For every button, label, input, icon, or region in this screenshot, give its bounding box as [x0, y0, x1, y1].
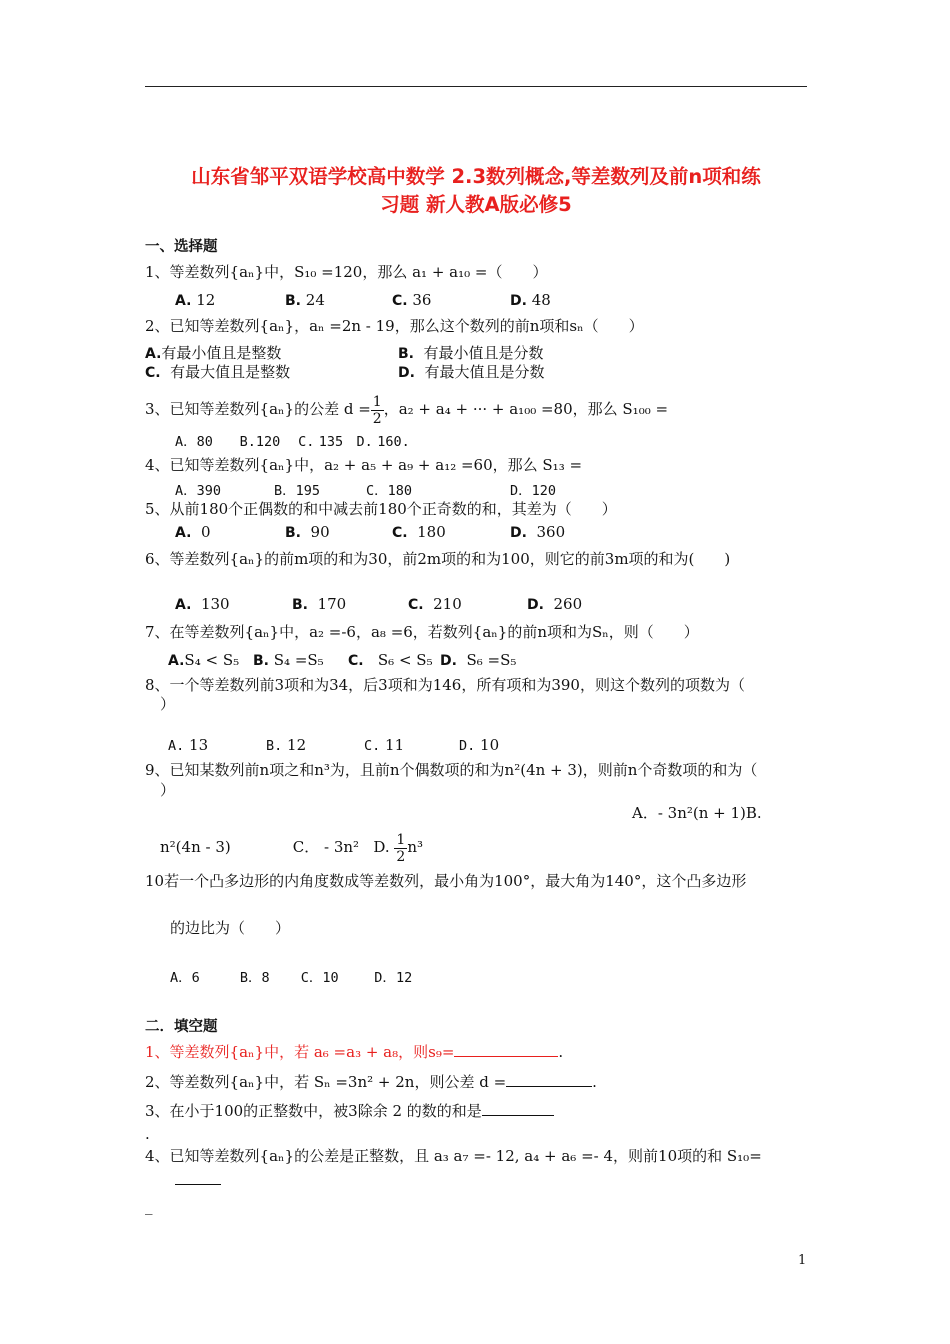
fraction-one-half: $\frac{1}{2}$	[372, 393, 382, 427]
fill-2-blank	[506, 1072, 592, 1087]
question-4-option-a: A．390	[175, 483, 222, 499]
question-4-stem: 4、已知等差数列{aₙ}中，a₂ + a₅ + a₉ + a₁₂ =60，那么 S₁₃ =	[145, 456, 583, 474]
question-6-option-b: B. 170	[292, 595, 347, 613]
question-7-option-b: B. S₄ =S₅	[253, 651, 324, 669]
question-9-option-d-fraction: $\frac{1}{2}$	[396, 831, 406, 865]
question-9-stem: 9、已知某数列前n项之和n³为，且前n个偶数项的和为n²(4n + 3)，则前n个奇数项的和为（	[145, 761, 758, 779]
question-10-stem: 10若一个凸多边形的内角度数成等差数列，最小角为100°，最大角为140°，这个凸多边形	[145, 872, 747, 890]
question-6-option-c: C. 210	[408, 595, 462, 613]
question-1-option-b: B. 24	[285, 291, 325, 309]
question-5-option-a: A. 0	[175, 523, 211, 541]
question-2-option-b: B. 有最小值且是分数	[398, 344, 544, 362]
fill-1-blank	[454, 1042, 558, 1057]
fill-4: 4、已知等差数列{aₙ}的公差是正整数，且 a₃ a₇ =- 12, a₄ + a₆ =- 4，则前10项的和 S₁₀=	[145, 1147, 762, 1165]
question-8-option-d: D. 10	[459, 736, 500, 754]
question-7-option-c: C. S₆ < S₅	[348, 651, 433, 669]
fill-3-blank	[482, 1101, 554, 1116]
fill-4-end: _	[145, 1197, 153, 1215]
question-9-option-b: n²(4n - 3)	[160, 838, 231, 856]
question-4-option-b: B．195	[274, 483, 321, 499]
question-8-option-c: C. 11	[364, 736, 405, 754]
question-8-option-a: A. 13	[168, 736, 209, 754]
question-10-stem-cont: 的边比为（ ）	[170, 919, 291, 937]
question-3-stem: 3、已知等差数列{aₙ}的公差 d = $\frac{1}{2}$ ，a₂ + a₄ + ··· + a₁₀₀ =80，那么 S₁₀₀ =	[145, 393, 669, 427]
question-4-option-d: D．120	[510, 483, 557, 499]
question-2-stem: 2、已知等差数列{aₙ}，aₙ =2n - 19，那么这个数列的前n项和sₙ（ ）	[145, 317, 644, 335]
question-9-option-a: A．- 3n²(n + 1)B.	[632, 804, 762, 822]
question-4-option-c: C．180	[366, 483, 413, 499]
question-9-stem-cont: ）	[160, 781, 176, 799]
question-6-option-d: D. 260	[527, 595, 583, 613]
question-5-option-b: B. 90	[285, 523, 330, 541]
fill-3: 3、在小于100的正整数中，被3除余 2 的数的和是	[145, 1101, 554, 1121]
header-rule	[145, 86, 807, 87]
fill-3-end: .	[145, 1125, 150, 1143]
question-1-option-c: C. 36	[392, 291, 432, 309]
question-5-option-c: C. 180	[392, 523, 446, 541]
question-6-option-a: A. 130	[175, 595, 230, 613]
question-7-option-d: D. S₆ =S₅	[440, 651, 517, 669]
title-line-1: 山东省邹平双语学校高中数学 2.3数列概念,等差数列及前n项和练	[191, 165, 761, 188]
question-9-option-c: C． - 3n²	[292, 838, 360, 856]
fill-4-blank	[175, 1170, 221, 1185]
question-5-option-d: D. 360	[510, 523, 566, 541]
question-2-option-c: C. 有最大值且是整数	[145, 363, 291, 381]
question-2-option-a: A.有最小值且是整数	[145, 344, 282, 362]
fill-4-blank-line	[175, 1170, 221, 1190]
question-7-stem: 7、在等差数列{aₙ}中，a₂ =-6，a₈ =6，若数列{aₙ}的前n项和为Sₙ，则（ ）	[145, 623, 699, 641]
fill-2: 2、等差数列{aₙ}中，若 Sₙ =3n² + 2n，则公差 d = .	[145, 1073, 597, 1091]
question-10-options: A．6 B．8 C．10 D．12	[170, 970, 413, 986]
page-title	[140, 163, 812, 219]
question-5-stem: 5、从前180个正偶数的和中减去前180个正奇数的和，其差为（ ）	[145, 500, 617, 518]
question-1-option-d: D. 48	[510, 291, 551, 309]
question-8-option-b: B. 12	[266, 736, 307, 754]
section-fill-in: 二．填空题	[145, 1019, 218, 1035]
question-6-stem: 6、等差数列{aₙ}的前m项的和为30，前2m项的和为100，则它的前3m项的和为( )	[145, 550, 731, 568]
section-multiple-choice: 一、选择题	[145, 239, 218, 255]
question-3-options: A．80 B.120 C. 135 D. 160.	[175, 434, 410, 450]
fill-1: 1、等差数列{aₙ}中，若 a₆ =a₃ + a₈，则s₉= .	[145, 1043, 564, 1061]
page-number: 1	[798, 1253, 807, 1268]
question-2-option-d: D. 有最大值且是分数	[398, 363, 545, 381]
question-1-option-a: A. 12	[175, 291, 216, 309]
question-8-stem-cont: ）	[160, 695, 176, 713]
question-1-stem: 1、等差数列{aₙ}中，S₁₀ =120，那么 a₁ + a₁₀ =（ ）	[145, 263, 548, 281]
question-9-options-bcd: n²(4n - 3) C． - 3n² D. $\frac{1}{2}$ n³	[160, 831, 424, 865]
question-8-stem: 8、一个等差数列前3项和为34，后3项和为146，所有项和为390，则这个数列的项数为（	[145, 676, 745, 694]
question-7-option-a: A.S₄ < S₅	[168, 651, 240, 669]
title-line-2: 习题 新人教A版必修5	[380, 193, 572, 216]
